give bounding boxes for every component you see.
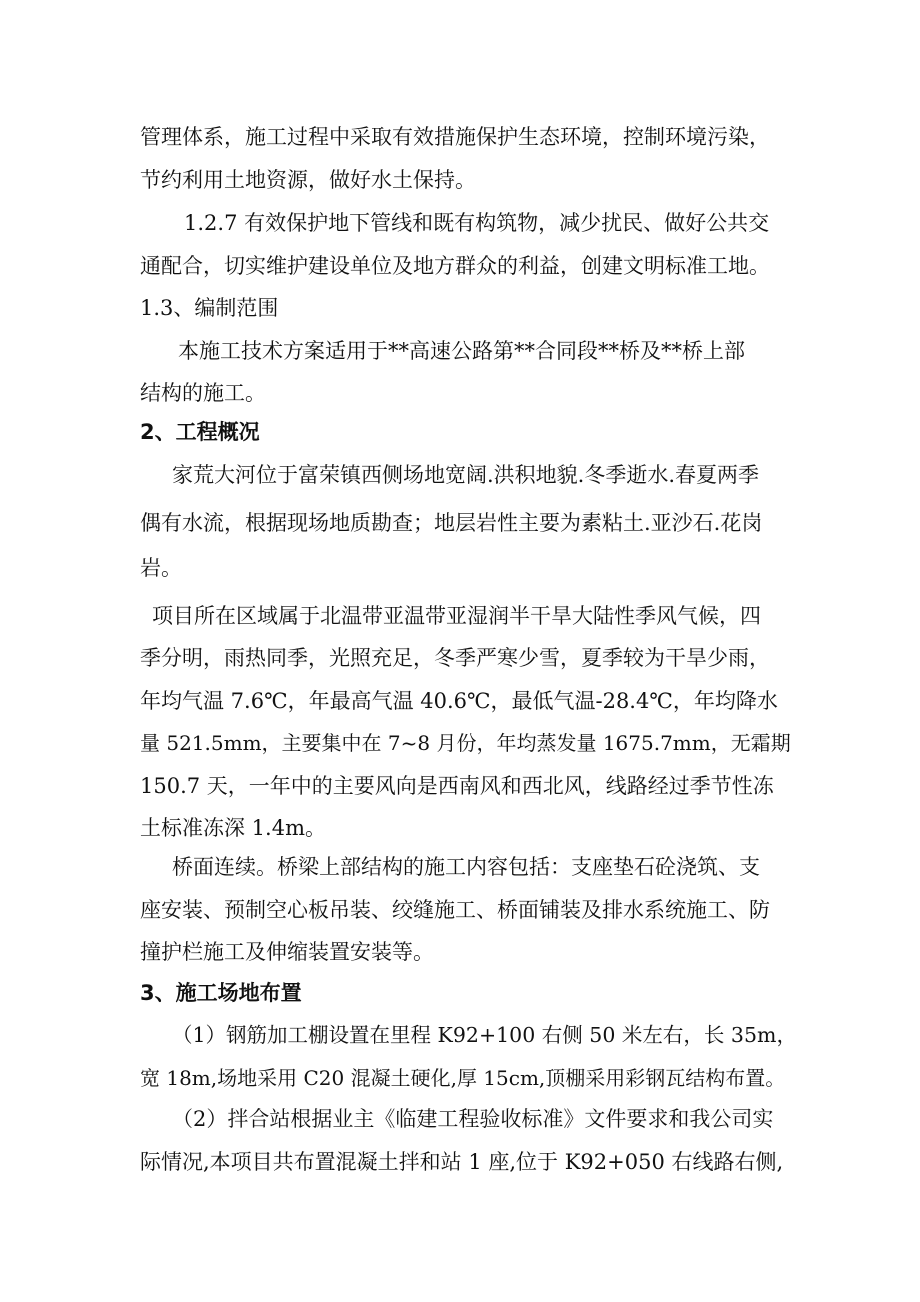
text-line: 撞护栏施工及伸缩装置安装等。 [140,940,434,964]
section-heading: 3、施工场地布置 [140,981,302,1005]
text-line: 季分明，雨热同季，光照充足，冬季严寒少雪，夏季较为干旱少雨， [140,646,770,670]
text-line: 节约利用土地资源，做好水土保持。 [140,168,476,192]
text-line: 本施工技术方案适用于**高速公路第**合同段**桥及**桥上部 [178,339,745,363]
text-line: 际情况,本项目共布置混凝土拌和站 1 座,位于 K92+050 右线路右侧, [140,1150,784,1174]
text-line: 桥面连续。桥梁上部结构的施工内容包括：支座垫石砼浇筑、支 [172,855,760,879]
text-line: 座安装、预制空心板吊装、绞缝施工、桥面铺装及排水系统施工、防 [140,898,770,922]
text-line: （1）钢筋加工棚设置在里程 K92+100 右侧 50 米左右，长 35m， [172,1023,797,1047]
section-heading: 1.3、编制范围 [140,296,279,320]
text-line: 岩。 [140,556,182,580]
text-line: （2）拌合站根据业主《临建工程验收标准》文件要求和我公司实 [172,1107,774,1131]
text-line: 150.7 天，一年中的主要风向是西南风和西北风，线路经过季节性冻 [140,774,774,798]
text-line: 宽 18m,场地采用 C20 混凝土硬化,厚 15cm,顶棚采用彩钢瓦结构布置。 [140,1066,786,1090]
text-line: 偶有水流，根据现场地质勘查；地层岩性主要为素粘土.亚沙石.花岗 [140,511,763,535]
text-line: 结构的施工。 [140,381,266,405]
text-line: 年均气温 7.6℃，年最高气温 40.6℃，最低气温-28.4℃，年均降水 [140,689,778,713]
text-line: 家荒大河位于富荣镇西侧场地宽阔.洪积地貌.冬季逝水.春夏两季 [172,463,760,487]
text-line: 通配合，切实维护建设单位及地方群众的利益，创建文明标准工地。 [140,254,770,278]
section-heading: 2、工程概况 [140,420,260,444]
text-line: 项目所在区域属于北温带亚温带亚湿润半干旱大陆性季风气候，四 [152,604,761,628]
text-line: 量 521.5mm，主要集中在 7~8 月份，年均蒸发量 1675.7mm，无霜期 [140,731,791,755]
text-line: 土标准冻深 1.4m。 [140,816,326,840]
text-line: 1.2.7 有效保护地下管线和既有构筑物，减少扰民、做好公共交 [184,211,770,235]
text-line: 管理体系，施工过程中采取有效措施保护生态环境，控制环境污染， [140,125,770,149]
